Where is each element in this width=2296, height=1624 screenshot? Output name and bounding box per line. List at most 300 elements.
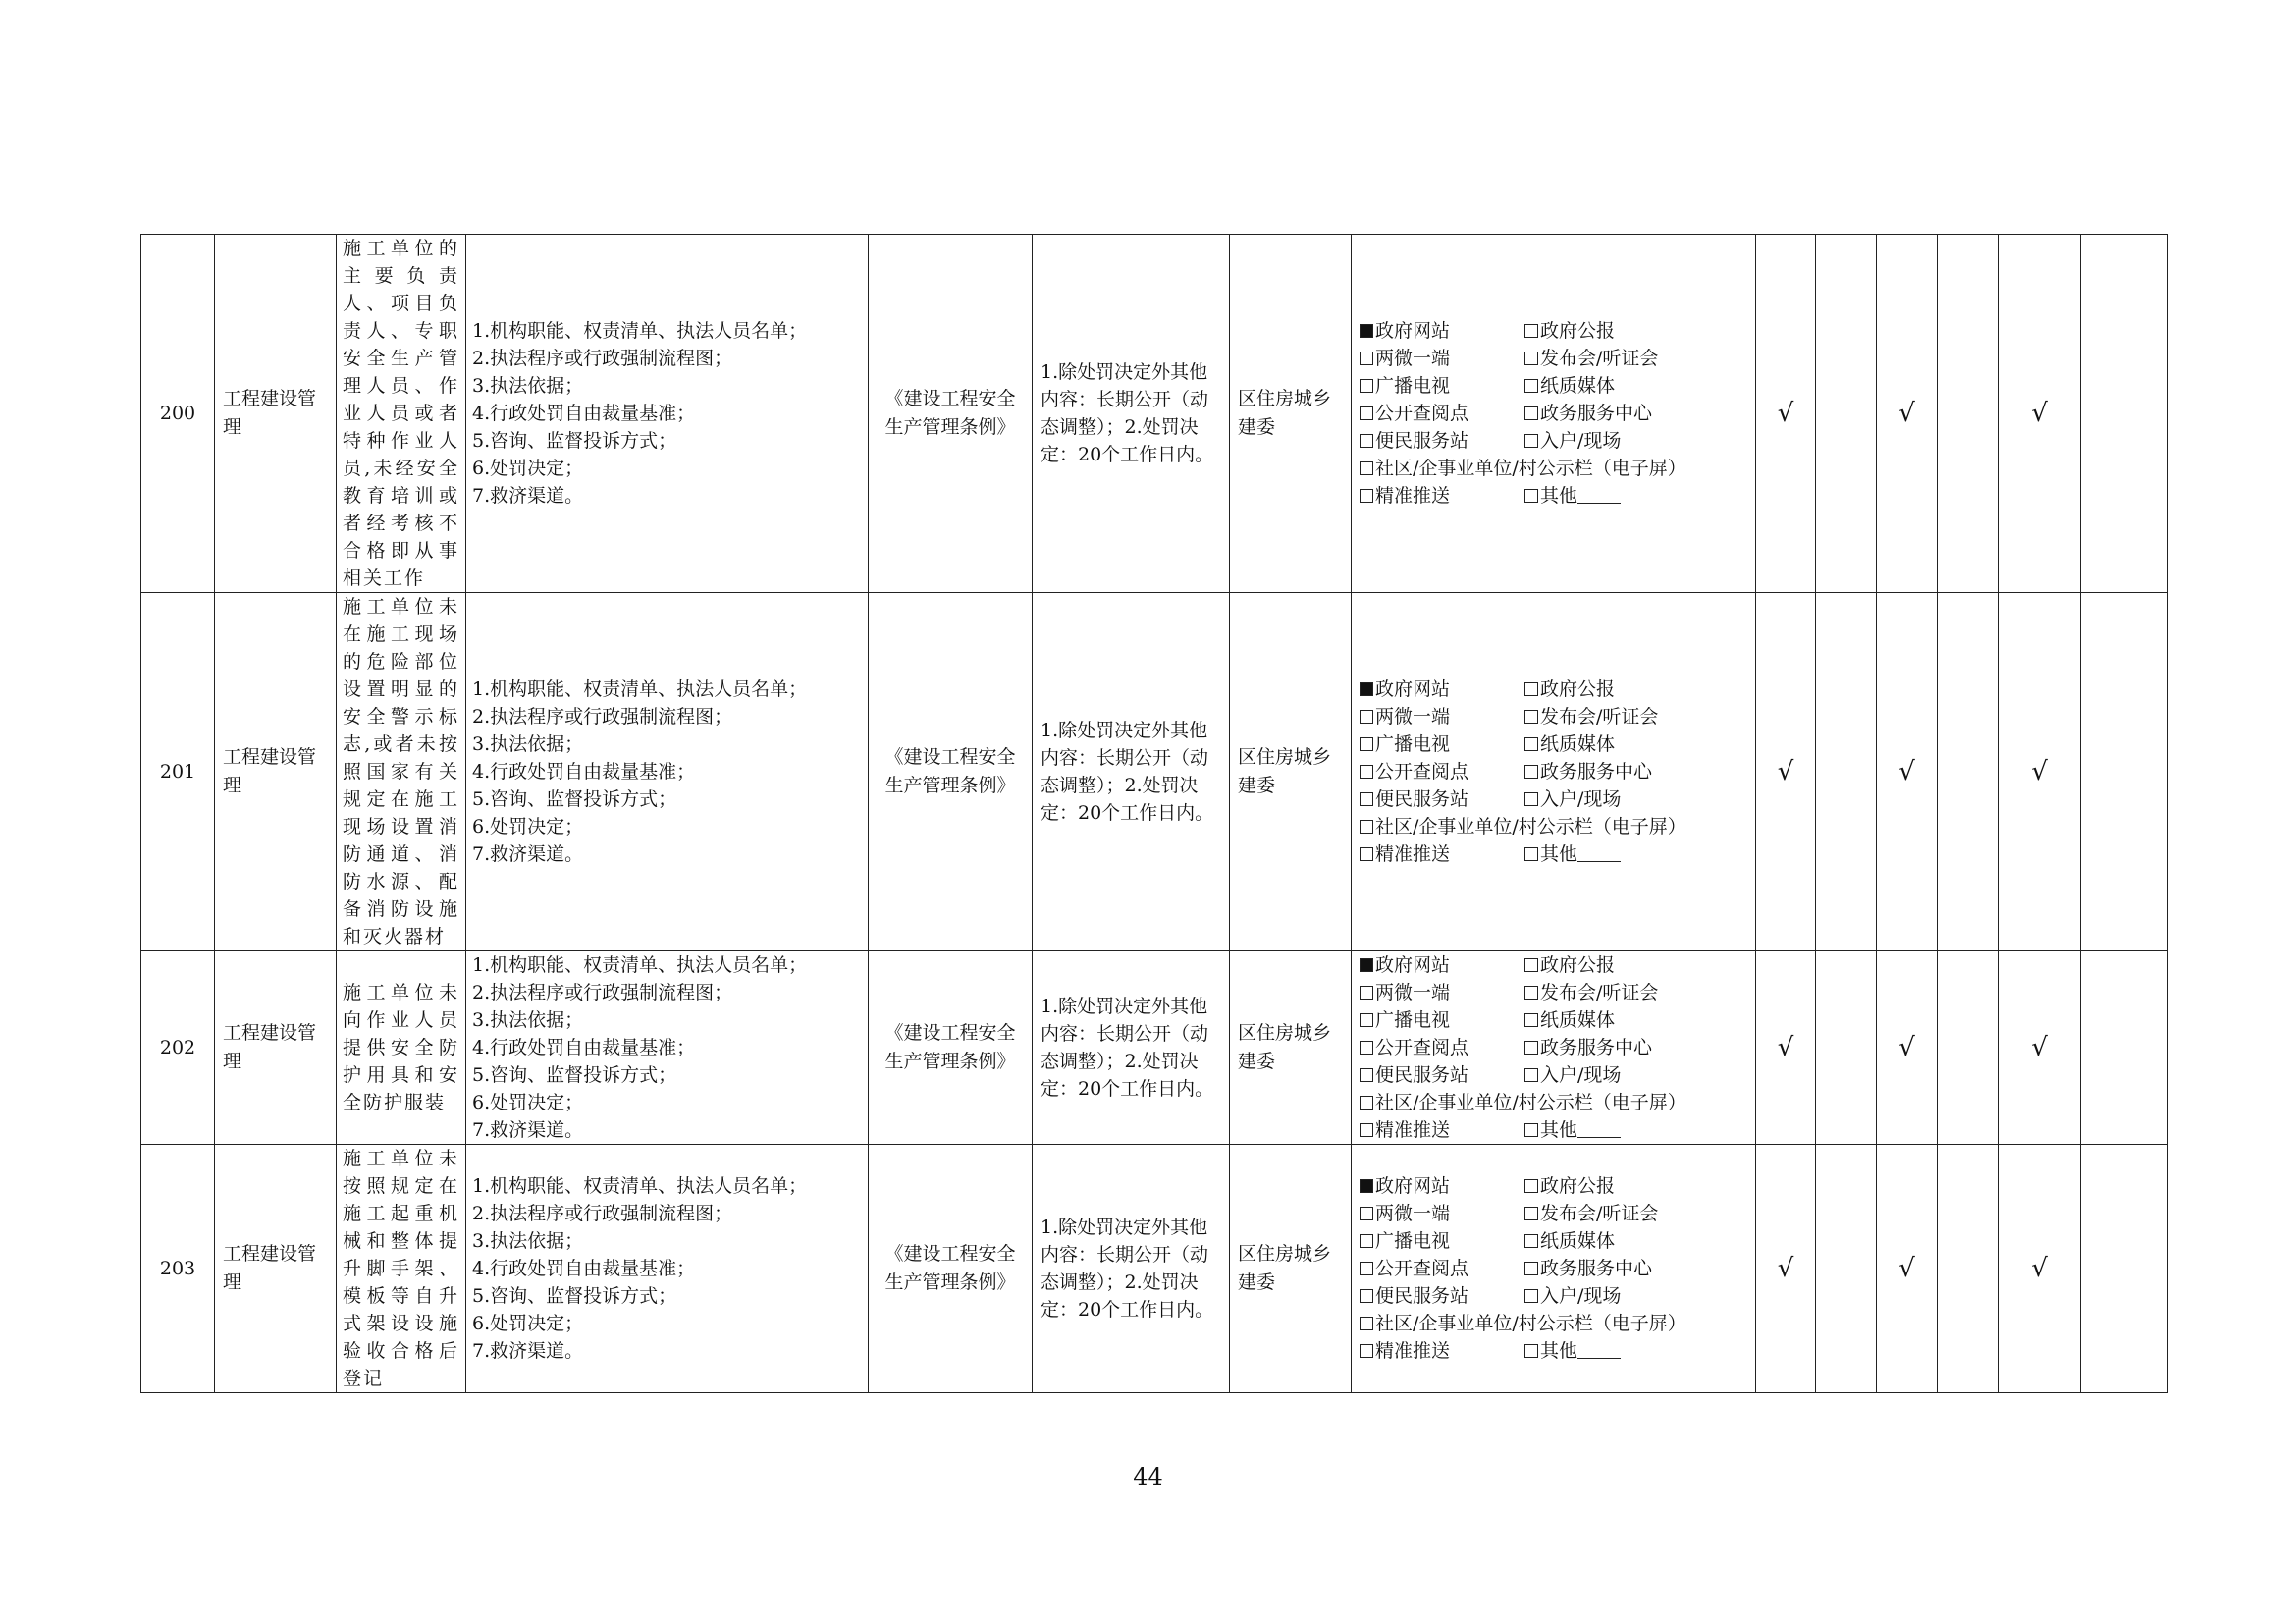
channel-label: 政务服务中心 xyxy=(1540,1258,1653,1279)
disclosure-channels xyxy=(1352,951,1756,1145)
channel-cell xyxy=(1360,345,1524,372)
content-line: 2.执法程序或行政强制流程图； xyxy=(472,1203,733,1224)
violation-item: 施工单位未向作业人员提供安全防护用具和安全防护服装 xyxy=(337,951,466,1145)
content-line: 4.行政处罚自由裁量基准； xyxy=(472,1037,696,1058)
disclosure-subject: 区住房城乡建委 xyxy=(1230,951,1352,1145)
legal-basis: 《建设工程安全生产管理条例》 xyxy=(869,235,1033,593)
checkbox-icon xyxy=(1524,406,1538,420)
checkbox-icon xyxy=(1524,765,1538,779)
check-mark-cell xyxy=(2081,593,2168,951)
checkbox-icon xyxy=(1524,1068,1538,1082)
checkbox-icon xyxy=(1524,847,1538,861)
checkbox-icon xyxy=(1360,1013,1373,1027)
content-line: 3.执法依据； xyxy=(472,1230,584,1252)
checkbox-icon xyxy=(1524,324,1538,338)
channel-cell xyxy=(1360,1116,1524,1144)
channel-option-service_center xyxy=(1524,403,1652,424)
channel-cell xyxy=(1360,317,1524,345)
category-cell: 工程建设管理 xyxy=(215,235,337,593)
channel-label: 精准推送 xyxy=(1375,1340,1451,1362)
channel-cell xyxy=(1524,840,1621,868)
channel-label: 其他 xyxy=(1540,1340,1578,1362)
category-cell: 工程建设管理 xyxy=(215,593,337,951)
check-mark-cell: √ xyxy=(1756,951,1816,1145)
channel-label: 入户/现场 xyxy=(1540,430,1622,452)
channel-cell xyxy=(1360,482,1524,510)
channel-cell xyxy=(1360,1200,1524,1227)
content-line: 4.行政处罚自由裁量基准； xyxy=(472,403,696,424)
channel-label: 政府网站 xyxy=(1375,678,1451,700)
content-line: 5.咨询、监督投诉方式； xyxy=(472,430,677,452)
check-mark-cell: √ xyxy=(1756,593,1816,951)
channel-cell xyxy=(1360,840,1524,868)
channel-cell xyxy=(1524,427,1621,455)
checkbox-icon xyxy=(1360,489,1373,503)
channel-option-two_micro xyxy=(1360,706,1450,728)
channel-cell xyxy=(1524,1172,1615,1200)
check-mark-cell xyxy=(1816,951,1877,1145)
channel-cell xyxy=(1360,676,1524,703)
channel-option-broadcast xyxy=(1360,733,1450,755)
channel-cell xyxy=(1524,1034,1652,1061)
channel-label: 广播电视 xyxy=(1375,375,1451,397)
channel-option-paper_media xyxy=(1524,1009,1615,1031)
checkbox-icon xyxy=(1524,379,1538,393)
table-row xyxy=(141,1145,2168,1393)
channel-option-press xyxy=(1524,706,1658,728)
channel-row xyxy=(1360,1255,1747,1282)
channel-row xyxy=(1360,1089,1747,1116)
channel-cell xyxy=(1524,703,1658,731)
content-line: 5.咨询、监督投诉方式； xyxy=(472,788,677,810)
content-line: 3.执法依据； xyxy=(472,733,584,755)
channel-cell xyxy=(1360,758,1524,785)
channel-option-other xyxy=(1524,1340,1621,1362)
content-line: 1.机构职能、权责清单、执法人员名单； xyxy=(472,678,808,700)
channel-row xyxy=(1360,1116,1747,1144)
checkbox-icon xyxy=(1524,1207,1538,1220)
channel-label: 广播电视 xyxy=(1375,1009,1451,1031)
check-mark-cell: √ xyxy=(1999,1145,2081,1393)
channel-option-two_micro xyxy=(1360,348,1450,369)
channel-option-press xyxy=(1524,348,1658,369)
channel-label: 两微一端 xyxy=(1375,1203,1451,1224)
content-line: 6.处罚决定； xyxy=(472,1092,584,1113)
content-line: 7.救济渠道。 xyxy=(472,843,584,865)
channel-cell xyxy=(1524,1006,1615,1034)
channel-label: 其他 xyxy=(1540,1119,1578,1141)
channel-label: 公开查阅点 xyxy=(1375,1258,1469,1279)
channel-cell xyxy=(1360,813,1686,840)
channel-cell xyxy=(1360,1337,1524,1365)
channel-option-reading_room xyxy=(1360,761,1468,783)
disclosure-table xyxy=(140,234,2168,1393)
content-line: 5.咨询、监督投诉方式； xyxy=(472,1064,677,1086)
channel-label: 社区/企事业单位/村公示栏（电子屏） xyxy=(1375,816,1686,838)
channel-cell xyxy=(1524,758,1652,785)
channel-option-gazette xyxy=(1524,320,1615,342)
checkbox-icon xyxy=(1524,1344,1538,1358)
checkbox-icon xyxy=(1524,792,1538,806)
checkbox-icon xyxy=(1360,461,1373,475)
channel-label: 发布会/听证会 xyxy=(1540,982,1659,1003)
channel-option-broadcast xyxy=(1360,1009,1450,1031)
channel-option-gazette xyxy=(1524,678,1615,700)
channel-cell xyxy=(1524,1061,1621,1089)
channel-cell xyxy=(1524,1227,1615,1255)
violation-item: 施工单位未按照规定在施工起重机械和整体提升脚手架、模板等自升式架设设施验收合格后登记 xyxy=(337,1145,466,1393)
channel-option-community xyxy=(1360,1092,1686,1113)
channel-label: 便民服务站 xyxy=(1375,1285,1469,1307)
channel-cell xyxy=(1524,1116,1621,1144)
channel-option-service_station xyxy=(1360,430,1468,452)
channel-label: 政府网站 xyxy=(1375,1175,1451,1197)
channel-option-other xyxy=(1524,1119,1621,1141)
channel-option-paper_media xyxy=(1524,733,1615,755)
channel-label: 社区/企事业单位/村公示栏（电子屏） xyxy=(1375,458,1686,479)
channel-option-targeted xyxy=(1360,485,1450,507)
check-mark-cell xyxy=(1938,235,1999,593)
content-line: 4.行政处罚自由裁量基准； xyxy=(472,1258,696,1279)
check-mark-cell: √ xyxy=(1877,1145,1938,1393)
channel-option-paper_media xyxy=(1524,375,1615,397)
channel-label: 政务服务中心 xyxy=(1540,403,1653,424)
channel-cell xyxy=(1524,731,1615,758)
violation-item: 施工单位的主要负责人、项目负责人、专职安全生产管理人员、作业人员或者特种作业人员,未经安全教育培训或者经考核不合格即从事相关工作 xyxy=(337,235,466,593)
channel-label: 发布会/听证会 xyxy=(1540,348,1659,369)
item-number: 203 xyxy=(141,1145,215,1393)
channel-label: 公开查阅点 xyxy=(1375,761,1469,783)
checkbox-icon xyxy=(1360,1123,1373,1137)
disclosure-subject: 区住房城乡建委 xyxy=(1230,235,1352,593)
checkbox-icon xyxy=(1524,710,1538,724)
channel-label: 精准推送 xyxy=(1375,843,1451,865)
channel-cell xyxy=(1360,1227,1524,1255)
channel-cell xyxy=(1360,1310,1686,1337)
channel-cell xyxy=(1360,1282,1524,1310)
channel-option-service_center xyxy=(1524,1037,1652,1058)
channel-label: 其他 xyxy=(1540,843,1578,865)
disclosure-channels xyxy=(1352,235,1756,593)
channel-cell xyxy=(1360,1172,1524,1200)
channel-row xyxy=(1360,427,1747,455)
channel-option-onsite xyxy=(1524,430,1621,452)
disclosure-time: 1.除处罚决定外其他内容：长期公开（动态调整）；2.处罚决定：20个工作日内。 xyxy=(1033,593,1230,951)
checkbox-icon xyxy=(1360,986,1373,1000)
channel-option-paper_media xyxy=(1524,1230,1615,1252)
channel-cell xyxy=(1524,317,1615,345)
channel-option-onsite xyxy=(1524,788,1621,810)
content-line: 4.行政处罚自由裁量基准； xyxy=(472,761,696,783)
channel-option-gov_site xyxy=(1360,678,1450,700)
channel-option-reading_room xyxy=(1360,403,1468,424)
channel-cell xyxy=(1360,785,1524,813)
violation-item: 施工单位未在施工现场的危险部位设置明显的安全警示标志,或者未按照国家有关规定在施工现场设置消防通道、消防水源、配备消防设施和灭火器材 xyxy=(337,593,466,951)
channel-row xyxy=(1360,1227,1747,1255)
channel-label: 入户/现场 xyxy=(1540,1064,1622,1086)
channel-option-gov_site xyxy=(1360,320,1450,342)
checkbox-icon xyxy=(1524,1041,1538,1055)
checked-box-icon xyxy=(1360,682,1373,696)
checkbox-icon xyxy=(1360,379,1373,393)
content-line: 6.处罚决定； xyxy=(472,1313,584,1334)
channel-option-community xyxy=(1360,1313,1686,1334)
channel-option-two_micro xyxy=(1360,982,1450,1003)
checkbox-icon xyxy=(1360,1289,1373,1303)
channel-row xyxy=(1360,758,1747,785)
channel-row xyxy=(1360,372,1747,400)
channel-label: 公开查阅点 xyxy=(1375,1037,1469,1058)
channel-cell xyxy=(1360,1034,1524,1061)
channel-cell xyxy=(1360,731,1524,758)
channel-label: 纸质媒体 xyxy=(1540,375,1616,397)
checkbox-icon xyxy=(1524,352,1538,365)
channel-label: 政府公报 xyxy=(1540,678,1616,700)
channel-row xyxy=(1360,1200,1747,1227)
disclosure-time: 1.除处罚决定外其他内容：长期公开（动态调整）；2.处罚决定：20个工作日内。 xyxy=(1033,951,1230,1145)
checkbox-icon xyxy=(1524,986,1538,1000)
channel-cell xyxy=(1360,372,1524,400)
check-mark-cell xyxy=(1816,1145,1877,1393)
channel-label: 精准推送 xyxy=(1375,1119,1451,1141)
channel-cell xyxy=(1360,427,1524,455)
content-line: 1.机构职能、权责清单、执法人员名单； xyxy=(472,954,808,976)
channel-cell xyxy=(1360,1089,1686,1116)
channel-row xyxy=(1360,676,1747,703)
channel-cell xyxy=(1524,372,1615,400)
content-line: 2.执法程序或行政强制流程图； xyxy=(472,982,733,1003)
channel-label: 纸质媒体 xyxy=(1540,1009,1616,1031)
checkbox-icon xyxy=(1524,1013,1538,1027)
checkbox-icon xyxy=(1524,434,1538,448)
channel-row xyxy=(1360,1337,1747,1365)
channel-cell xyxy=(1360,1006,1524,1034)
disclosure-time: 1.除处罚决定外其他内容：长期公开（动态调整）；2.处罚决定：20个工作日内。 xyxy=(1033,1145,1230,1393)
channel-label: 两微一端 xyxy=(1375,982,1451,1003)
item-number: 201 xyxy=(141,593,215,951)
channel-label: 广播电视 xyxy=(1375,1230,1451,1252)
channel-option-reading_room xyxy=(1360,1258,1468,1279)
channel-label: 便民服务站 xyxy=(1375,788,1469,810)
channel-row xyxy=(1360,455,1747,482)
channel-option-press xyxy=(1524,1203,1658,1224)
blank-line xyxy=(1577,485,1621,504)
channel-label: 公开查阅点 xyxy=(1375,403,1469,424)
category-cell: 工程建设管理 xyxy=(215,951,337,1145)
checkbox-icon xyxy=(1360,710,1373,724)
channel-option-service_station xyxy=(1360,788,1468,810)
channel-row xyxy=(1360,703,1747,731)
check-mark-cell xyxy=(2081,951,2168,1145)
channel-label: 其他 xyxy=(1540,485,1578,507)
checked-box-icon xyxy=(1360,1179,1373,1193)
check-mark-cell xyxy=(1816,235,1877,593)
check-mark-cell xyxy=(1816,593,1877,951)
checkbox-icon xyxy=(1360,406,1373,420)
checkbox-icon xyxy=(1524,737,1538,751)
channel-label: 入户/现场 xyxy=(1540,1285,1622,1307)
channel-row xyxy=(1360,1310,1747,1337)
checkbox-icon xyxy=(1524,958,1538,972)
channel-option-other xyxy=(1524,485,1621,507)
channel-cell xyxy=(1360,703,1524,731)
checkbox-icon xyxy=(1360,1344,1373,1358)
channel-row xyxy=(1360,1282,1747,1310)
channel-option-other xyxy=(1524,843,1621,865)
channel-option-broadcast xyxy=(1360,1230,1450,1252)
checkbox-icon xyxy=(1524,1262,1538,1275)
channel-label: 政府网站 xyxy=(1375,954,1451,976)
content-line: 1.机构职能、权责清单、执法人员名单； xyxy=(472,320,808,342)
channel-label: 广播电视 xyxy=(1375,733,1451,755)
check-mark-cell: √ xyxy=(1877,235,1938,593)
content-line: 1.机构职能、权责清单、执法人员名单； xyxy=(472,1175,808,1197)
checkbox-icon xyxy=(1524,489,1538,503)
channel-label: 政府公报 xyxy=(1540,954,1616,976)
channel-cell xyxy=(1524,951,1615,979)
content-line: 7.救济渠道。 xyxy=(472,485,584,507)
channel-row xyxy=(1360,482,1747,510)
table-row xyxy=(141,951,2168,1145)
content-line: 6.处罚决定； xyxy=(472,816,584,838)
channel-row xyxy=(1360,731,1747,758)
channel-option-service_station xyxy=(1360,1064,1468,1086)
channel-label: 社区/企事业单位/村公示栏（电子屏） xyxy=(1375,1313,1686,1334)
channel-cell xyxy=(1360,979,1524,1006)
channel-option-targeted xyxy=(1360,843,1450,865)
channel-label: 精准推送 xyxy=(1375,485,1451,507)
channel-cell xyxy=(1360,951,1524,979)
checkbox-icon xyxy=(1524,1289,1538,1303)
checkbox-icon xyxy=(1360,765,1373,779)
channel-cell xyxy=(1524,1255,1652,1282)
channel-row xyxy=(1360,317,1747,345)
channel-label: 发布会/听证会 xyxy=(1540,1203,1659,1224)
channel-label: 入户/现场 xyxy=(1540,788,1622,810)
channel-option-onsite xyxy=(1524,1064,1621,1086)
content-line: 6.处罚决定； xyxy=(472,458,584,479)
check-mark-cell: √ xyxy=(1999,593,2081,951)
channel-option-broadcast xyxy=(1360,375,1450,397)
check-mark-cell: √ xyxy=(1999,235,2081,593)
check-mark-cell xyxy=(2081,235,2168,593)
channel-cell xyxy=(1524,785,1621,813)
channel-row xyxy=(1360,1061,1747,1089)
check-mark-cell: √ xyxy=(1877,593,1938,951)
checkbox-icon xyxy=(1524,1123,1538,1137)
table-row xyxy=(141,593,2168,951)
channel-row xyxy=(1360,1006,1747,1034)
channel-cell xyxy=(1524,1200,1658,1227)
disclosure-channels xyxy=(1352,1145,1756,1393)
content-line: 3.执法依据； xyxy=(472,1009,584,1031)
checkbox-icon xyxy=(1360,1068,1373,1082)
disclosure-subject: 区住房城乡建委 xyxy=(1230,1145,1352,1393)
channel-cell xyxy=(1360,1061,1524,1089)
checkbox-icon xyxy=(1360,434,1373,448)
disclosure-content xyxy=(466,951,869,1145)
checkbox-icon xyxy=(1360,1234,1373,1248)
blank-line xyxy=(1577,1119,1621,1138)
checkbox-icon xyxy=(1360,1096,1373,1110)
channel-row xyxy=(1360,1034,1747,1061)
item-number: 202 xyxy=(141,951,215,1145)
channel-label: 政府公报 xyxy=(1540,1175,1616,1197)
content-line: 2.执法程序或行政强制流程图； xyxy=(472,706,733,728)
channel-option-gov_site xyxy=(1360,954,1450,976)
channel-row xyxy=(1360,813,1747,840)
checkbox-icon xyxy=(1524,1234,1538,1248)
channel-row xyxy=(1360,345,1747,372)
channel-option-gov_site xyxy=(1360,1175,1450,1197)
blank-line xyxy=(1577,843,1621,862)
channel-option-gazette xyxy=(1524,954,1615,976)
page-number: 44 xyxy=(1133,1463,1163,1490)
checked-box-icon xyxy=(1360,958,1373,972)
channel-cell xyxy=(1524,979,1658,1006)
check-mark-cell xyxy=(1938,593,1999,951)
content-line: 7.救济渠道。 xyxy=(472,1340,584,1362)
category-cell: 工程建设管理 xyxy=(215,1145,337,1393)
channel-label: 政务服务中心 xyxy=(1540,761,1653,783)
channel-label: 便民服务站 xyxy=(1375,430,1469,452)
channel-row xyxy=(1360,979,1747,1006)
channel-label: 便民服务站 xyxy=(1375,1064,1469,1086)
channel-option-reading_room xyxy=(1360,1037,1468,1058)
channel-label: 纸质媒体 xyxy=(1540,1230,1616,1252)
checkbox-icon xyxy=(1360,352,1373,365)
check-mark-cell xyxy=(2081,1145,2168,1393)
checkbox-icon xyxy=(1360,1317,1373,1330)
checkbox-icon xyxy=(1360,792,1373,806)
channel-cell xyxy=(1524,345,1658,372)
channel-option-two_micro xyxy=(1360,1203,1450,1224)
disclosure-time: 1.除处罚决定外其他内容：长期公开（动态调整）；2.处罚决定：20个工作日内。 xyxy=(1033,235,1230,593)
checkbox-icon xyxy=(1360,1262,1373,1275)
legal-basis: 《建设工程安全生产管理条例》 xyxy=(869,1145,1033,1393)
checked-box-icon xyxy=(1360,324,1373,338)
channel-cell xyxy=(1360,455,1686,482)
legal-basis: 《建设工程安全生产管理条例》 xyxy=(869,951,1033,1145)
disclosure-channels xyxy=(1352,593,1756,951)
checkbox-icon xyxy=(1360,1207,1373,1220)
check-mark-cell xyxy=(1938,951,1999,1145)
channel-label: 社区/企事业单位/村公示栏（电子屏） xyxy=(1375,1092,1686,1113)
channel-cell xyxy=(1524,676,1615,703)
content-line: 5.咨询、监督投诉方式； xyxy=(472,1285,677,1307)
channel-cell xyxy=(1524,1282,1621,1310)
blank-line xyxy=(1577,1340,1621,1359)
check-mark-cell: √ xyxy=(1877,951,1938,1145)
channel-cell xyxy=(1524,482,1621,510)
table-row xyxy=(141,235,2168,593)
content-line: 3.执法依据； xyxy=(472,375,584,397)
channel-row xyxy=(1360,1172,1747,1200)
channel-row xyxy=(1360,951,1747,979)
checkbox-icon xyxy=(1524,682,1538,696)
channel-cell xyxy=(1360,400,1524,427)
channel-option-press xyxy=(1524,982,1658,1003)
channel-label: 两微一端 xyxy=(1375,706,1451,728)
channel-option-gazette xyxy=(1524,1175,1615,1197)
channel-option-community xyxy=(1360,458,1686,479)
channel-label: 政府公报 xyxy=(1540,320,1616,342)
channel-option-service_center xyxy=(1524,1258,1652,1279)
disclosure-subject: 区住房城乡建委 xyxy=(1230,593,1352,951)
content-line: 7.救济渠道。 xyxy=(472,1119,584,1141)
check-mark-cell: √ xyxy=(1999,951,2081,1145)
channel-label: 发布会/听证会 xyxy=(1540,706,1659,728)
